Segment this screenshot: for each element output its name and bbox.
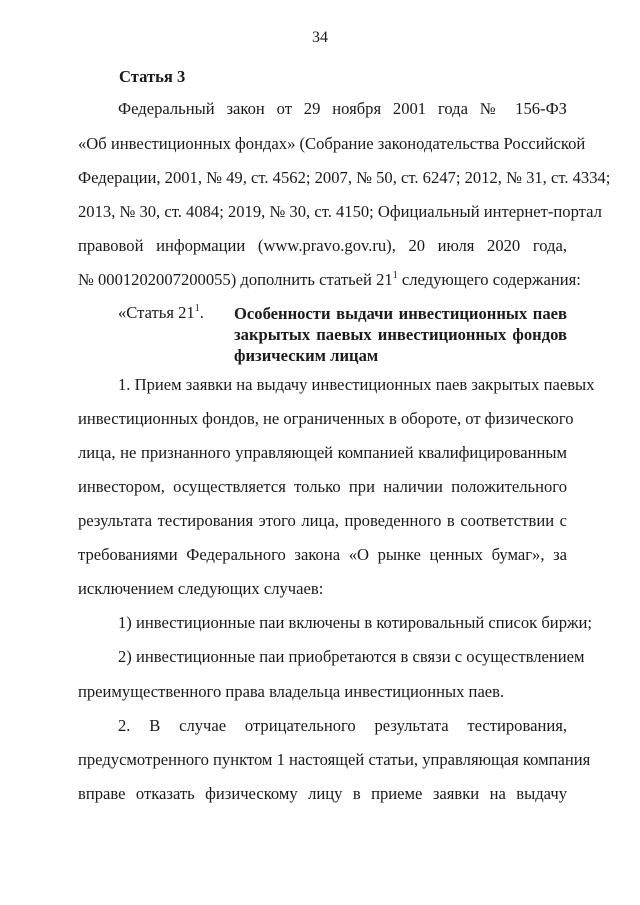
paragraph1-line-2: инвестиционных фондов, не ограниченных в обороте, от физического [78,409,574,428]
page-number: 34 [312,29,328,46]
new-article-label-after: . [199,303,204,322]
new-article-label-sup: 1 [194,303,200,314]
intro-last-sup: 1 [392,270,398,281]
new-article-title [234,303,567,366]
paragraph1-line-4: инвестором, осуществляется только при наличии положительного [78,477,567,496]
paragraph2-line-2: предусмотренного пунктом 1 настоящей статьи, управляющая компания [78,750,591,769]
new-article-title-line-1: Особенности выдачи инвестиционных паев [234,304,567,323]
intro-line-1: Федеральный закон от 29 ноября 2001 года № 156-ФЗ [118,99,567,118]
paragraph1-line-6: требованиями Федерального закона «О рынке ценных бумаг», за [78,545,567,564]
paragraph1-line-1: 1. Прием заявки на выдачу инвестиционных паев закрытых паевых [118,375,595,394]
item-2-line-2: преимущественного права владельца инвестиционных паев. [78,682,505,701]
paragraph1-line-5: результата тестирования этого лица, проведенного в соответствии с [78,511,567,530]
intro-last-before: № 0001202007200055) дополнить статьей 21 [78,270,393,289]
paragraph2-line-1: 2. В случае отрицательного результата тестирования, [118,716,567,735]
paragraph1-line-3: лица, не признанного управляющей компанией квалифицированным [78,443,567,462]
intro-line-3: Федерации, 2001, № 49, ст. 4562; 2007, № 50, ст. 6247; 2012, № 31, ст. 4334; [78,168,611,187]
intro-last-after: следующего содержания: [397,270,581,289]
new-article-label [118,303,204,323]
intro-line-5: правовой информации (www.pravo.gov.ru), 20 июля 2020 года, [78,236,567,255]
article-heading: Статья 3 [119,67,186,86]
item-2-line-1: 2) инвестиционные паи приобретаются в связи с осуществлением [118,647,585,666]
item-1: 1) инвестиционные паи включены в котировальный список биржи; [118,613,592,632]
paragraph1-line-7: исключением следующих случаев: [78,579,324,598]
new-article-label-text: «Статья 21 [118,303,195,322]
intro-line-2: «Об инвестиционных фондах» (Собрание законодательства Российской [78,134,586,153]
paragraph2-line-3: вправе отказать физическому лицу в приеме заявки на выдачу [78,784,567,803]
new-article-title-line-2: закрытых паевых инвестиционных фондов [234,325,567,344]
intro-line-4: 2013, № 30, ст. 4084; 2019, № 30, ст. 4150; Официальный интернет-портал [78,202,602,221]
new-article-title-line-3: физическим лицам [234,346,379,365]
intro-line-6 [78,270,581,290]
